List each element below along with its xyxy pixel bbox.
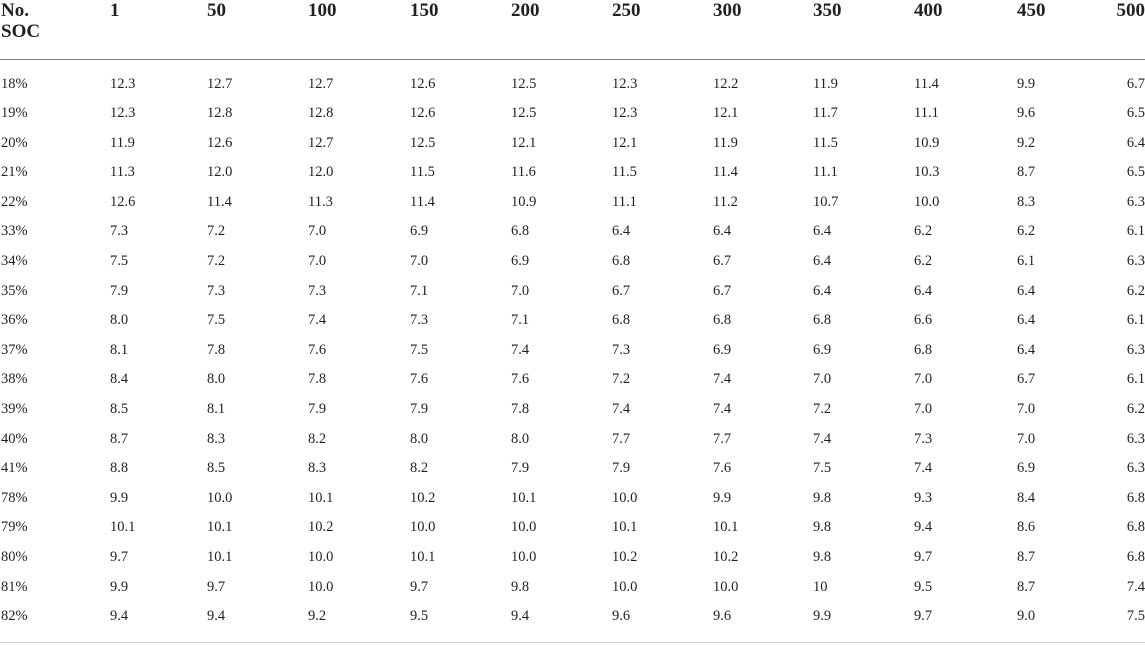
value-cell: 6.1 xyxy=(1126,312,1145,329)
table-row xyxy=(0,425,1145,455)
value-cell: 6.4 xyxy=(813,253,832,270)
value-cell: 8.3 xyxy=(207,430,226,447)
soc-cell: 34% xyxy=(1,253,28,270)
column-header-cycle: 100 xyxy=(308,0,410,59)
value-cell: 11.4 xyxy=(914,75,939,92)
value-cell: 12.3 xyxy=(612,105,638,122)
value-cell: 9.3 xyxy=(914,489,933,506)
soc-cell: 40% xyxy=(1,430,28,447)
value-cell: 12.8 xyxy=(207,105,233,122)
value-cell: 6.7 xyxy=(713,253,732,270)
table-row xyxy=(0,217,1145,247)
value-cell: 6.7 xyxy=(1017,371,1036,388)
table-row xyxy=(0,365,1145,395)
value-cell: 7.4 xyxy=(713,401,732,418)
soc-cell: 37% xyxy=(1,341,28,358)
value-cell: 9.4 xyxy=(110,608,129,625)
value-cell: 7.0 xyxy=(1017,430,1036,447)
value-cell: 7.5 xyxy=(813,460,832,477)
value-cell: 12.8 xyxy=(308,105,334,122)
value-cell: 12.6 xyxy=(410,105,436,122)
value-cell: 7.4 xyxy=(813,430,832,447)
soc-cell: 36% xyxy=(1,312,28,329)
table-row xyxy=(0,59,1145,99)
value-cell: 8.7 xyxy=(1017,578,1036,595)
value-cell: 6.8 xyxy=(713,312,732,329)
value-cell: 12.6 xyxy=(410,75,436,92)
value-cell: 7.2 xyxy=(813,401,832,418)
table-body xyxy=(0,59,1145,632)
value-cell: 9.4 xyxy=(207,608,226,625)
table-row xyxy=(0,247,1145,277)
table-header xyxy=(0,0,1145,59)
value-cell: 7.1 xyxy=(511,312,530,329)
value-cell: 6.8 xyxy=(813,312,832,329)
value-cell: 7.0 xyxy=(914,401,933,418)
column-header-cycle: 150 xyxy=(410,0,511,59)
column-header-cycle: 350 xyxy=(813,0,914,59)
soc-cell: 80% xyxy=(1,549,28,565)
value-cell: 7.0 xyxy=(410,253,429,270)
soc-cell: 79% xyxy=(1,519,28,536)
value-cell: 6.2 xyxy=(1126,282,1145,299)
value-cell: 7.3 xyxy=(410,312,429,329)
value-cell: 6.6 xyxy=(914,312,933,329)
value-cell: 7.9 xyxy=(612,460,631,477)
soc-cell: 20% xyxy=(1,134,28,151)
value-cell: 11.4 xyxy=(713,164,738,181)
value-cell: 12.5 xyxy=(511,75,537,92)
value-cell: 6.2 xyxy=(914,253,933,270)
column-header-cycle: 500 xyxy=(1114,0,1145,59)
table-row xyxy=(0,158,1145,188)
soc-cell: 22% xyxy=(1,193,28,210)
table-bottom-rule xyxy=(0,642,1145,643)
value-cell: 9.6 xyxy=(713,608,732,625)
value-cell: 7.9 xyxy=(308,401,327,418)
table-row xyxy=(0,513,1145,543)
value-cell: 11.6 xyxy=(511,164,536,181)
value-cell: 8.3 xyxy=(1017,193,1036,210)
value-cell: 7.8 xyxy=(308,371,327,388)
soc-cell: 39% xyxy=(1,401,28,418)
corner-header xyxy=(0,0,110,59)
value-cell: 10.0 xyxy=(308,549,334,565)
value-cell: 9.4 xyxy=(914,519,933,536)
value-cell: 12.5 xyxy=(511,105,537,122)
value-cell: 8.7 xyxy=(1017,164,1036,181)
value-cell: 11.4 xyxy=(207,193,232,210)
value-cell: 9.5 xyxy=(410,608,429,625)
value-cell: 10.0 xyxy=(511,519,537,536)
value-cell: 9.7 xyxy=(207,578,226,595)
value-cell: 6.7 xyxy=(713,282,732,299)
value-cell: 6.4 xyxy=(1017,312,1036,329)
value-cell: 8.0 xyxy=(110,312,129,329)
value-cell: 7.5 xyxy=(410,341,429,358)
value-cell: 10.0 xyxy=(914,193,940,210)
soc-cell: 19% xyxy=(1,105,28,122)
value-cell: 6.8 xyxy=(612,312,631,329)
value-cell: 6.4 xyxy=(914,282,933,299)
value-cell: 7.4 xyxy=(713,371,732,388)
value-cell: 6.9 xyxy=(1017,460,1036,477)
value-cell: 8.0 xyxy=(207,371,226,388)
table-row xyxy=(0,336,1145,366)
table-row xyxy=(0,573,1145,603)
soc-cell: 38% xyxy=(1,371,28,388)
value-cell: 9.8 xyxy=(511,578,530,595)
value-cell: 10.1 xyxy=(207,549,233,565)
value-cell: 6.3 xyxy=(1126,341,1145,358)
value-cell: 9.4 xyxy=(511,608,530,625)
value-cell: 7.3 xyxy=(308,282,327,299)
value-cell: 6.1 xyxy=(1126,371,1145,388)
value-cell: 9.7 xyxy=(110,549,129,565)
value-cell: 6.4 xyxy=(1017,282,1036,299)
value-cell: 9.7 xyxy=(410,578,429,595)
corner-header-no: No. xyxy=(1,0,29,21)
value-cell: 10.0 xyxy=(612,578,638,595)
value-cell: 9.7 xyxy=(914,608,933,625)
value-cell: 7.9 xyxy=(410,401,429,418)
value-cell: 6.2 xyxy=(1017,223,1036,240)
value-cell: 11.7 xyxy=(813,105,838,122)
soc-cell: 35% xyxy=(1,282,28,299)
value-cell: 8.1 xyxy=(207,401,226,418)
value-cell: 9.8 xyxy=(813,519,832,536)
corner-header-soc: SOC xyxy=(1,21,41,42)
value-cell: 8.0 xyxy=(511,430,530,447)
value-cell: 6.8 xyxy=(612,253,631,270)
value-cell: 6.7 xyxy=(612,282,631,299)
value-cell: 12.0 xyxy=(207,164,233,181)
value-cell: 6.9 xyxy=(410,223,429,240)
value-cell: 6.9 xyxy=(511,253,530,270)
value-cell: 12.6 xyxy=(110,193,136,210)
value-cell: 7.5 xyxy=(207,312,226,329)
value-cell: 7.7 xyxy=(713,430,732,447)
value-cell: 7.0 xyxy=(511,282,530,299)
column-header-cycle: 300 xyxy=(713,0,813,59)
value-cell: 7.3 xyxy=(612,341,631,358)
value-cell: 7.4 xyxy=(1126,578,1145,595)
value-cell: 8.8 xyxy=(110,460,129,477)
value-cell: 7.4 xyxy=(612,401,631,418)
value-cell: 7.4 xyxy=(914,460,933,477)
value-cell: 9.6 xyxy=(1017,105,1036,122)
soc-cell: 21% xyxy=(1,164,28,181)
value-cell: 12.1 xyxy=(713,105,739,122)
soc-cell: 81% xyxy=(1,578,28,595)
value-cell: 10.1 xyxy=(110,519,136,536)
value-cell: 6.5 xyxy=(1126,164,1145,181)
value-cell: 7.4 xyxy=(511,341,530,358)
value-cell: 12.6 xyxy=(207,134,233,151)
value-cell: 9.9 xyxy=(110,578,129,595)
value-cell: 7.5 xyxy=(110,253,129,270)
value-cell: 7.7 xyxy=(612,430,631,447)
value-cell: 7.0 xyxy=(308,223,327,240)
value-cell: 11.2 xyxy=(713,193,738,210)
value-cell: 7.6 xyxy=(410,371,429,388)
column-header-cycle: 50 xyxy=(207,0,308,59)
value-cell: 12.7 xyxy=(207,75,233,92)
value-cell: 6.8 xyxy=(1126,489,1145,506)
column-header-cycle: 450 xyxy=(1017,0,1114,59)
value-cell: 9.5 xyxy=(914,578,933,595)
value-cell: 12.7 xyxy=(308,75,334,92)
value-cell: 7.6 xyxy=(308,341,327,358)
value-cell: 10.0 xyxy=(713,578,739,595)
value-cell: 6.2 xyxy=(1126,401,1145,418)
value-cell: 6.8 xyxy=(914,341,933,358)
value-cell: 8.5 xyxy=(110,401,129,418)
column-header-cycle: 400 xyxy=(914,0,1017,59)
value-cell: 11.4 xyxy=(410,193,435,210)
column-header-cycle: 250 xyxy=(612,0,713,59)
value-cell: 6.5 xyxy=(1126,105,1145,122)
soc-cell: 18% xyxy=(1,75,28,92)
table-row xyxy=(0,484,1145,514)
value-cell: 10.1 xyxy=(713,519,739,536)
value-cell: 9.2 xyxy=(308,608,327,625)
value-cell: 9.9 xyxy=(813,608,832,625)
table-row xyxy=(0,454,1145,484)
value-cell: 10.2 xyxy=(713,549,739,565)
value-cell: 10.0 xyxy=(308,578,334,595)
table-row xyxy=(0,306,1145,336)
value-cell: 6.4 xyxy=(1017,341,1036,358)
value-cell: 6.9 xyxy=(813,341,832,358)
header-row xyxy=(0,0,1145,59)
value-cell: 11.5 xyxy=(612,164,637,181)
value-cell: 6.3 xyxy=(1126,460,1145,477)
value-cell: 7.6 xyxy=(511,371,530,388)
value-cell: 9.0 xyxy=(1017,608,1036,625)
value-cell: 12.1 xyxy=(612,134,638,151)
value-cell: 7.2 xyxy=(207,253,226,270)
value-cell: 10.1 xyxy=(207,519,233,536)
value-cell: 8.3 xyxy=(308,460,327,477)
value-cell: 11.1 xyxy=(612,193,637,210)
value-cell: 7.9 xyxy=(511,460,530,477)
value-cell: 11.5 xyxy=(410,164,435,181)
value-cell: 6.1 xyxy=(1017,253,1036,270)
value-cell: 10.1 xyxy=(410,549,436,565)
value-cell: 10.7 xyxy=(813,193,839,210)
value-cell: 12.3 xyxy=(110,105,136,122)
soc-cell: 41% xyxy=(1,460,28,477)
soc-cell: 82% xyxy=(1,608,28,625)
value-cell: 7.8 xyxy=(207,341,226,358)
value-cell: 12.7 xyxy=(308,134,334,151)
value-cell: 6.3 xyxy=(1126,193,1145,210)
value-cell: 10.9 xyxy=(511,193,537,210)
value-cell: 10.0 xyxy=(511,549,537,565)
value-cell: 10.0 xyxy=(612,489,638,506)
value-cell: 7.6 xyxy=(713,460,732,477)
value-cell: 9.9 xyxy=(1017,75,1036,92)
value-cell: 7.8 xyxy=(511,401,530,418)
value-cell: 12.5 xyxy=(410,134,436,151)
value-cell: 12.3 xyxy=(612,75,638,92)
value-cell: 11.9 xyxy=(813,75,838,92)
value-cell: 10.2 xyxy=(308,519,334,536)
value-cell: 7.0 xyxy=(1017,401,1036,418)
value-cell: 10.1 xyxy=(308,489,334,506)
table-row xyxy=(0,99,1145,129)
value-cell: 11.5 xyxy=(813,134,838,151)
value-cell: 8.6 xyxy=(1017,519,1036,536)
value-cell: 12.2 xyxy=(713,75,739,92)
value-cell: 12.0 xyxy=(308,164,334,181)
value-cell: 7.3 xyxy=(110,223,129,240)
value-cell: 6.8 xyxy=(1126,549,1145,565)
value-cell: 11.9 xyxy=(110,134,135,151)
value-cell: 10.9 xyxy=(914,134,940,151)
value-cell: 9.6 xyxy=(612,608,631,625)
value-cell: 10.0 xyxy=(207,489,233,506)
value-cell: 6.7 xyxy=(1126,75,1145,92)
value-cell: 6.3 xyxy=(1126,430,1145,447)
value-cell: 7.0 xyxy=(308,253,327,270)
value-cell: 8.2 xyxy=(410,460,429,477)
value-cell: 6.4 xyxy=(813,282,832,299)
value-cell: 6.8 xyxy=(511,223,530,240)
value-cell: 8.4 xyxy=(110,371,129,388)
value-cell: 6.4 xyxy=(813,223,832,240)
value-cell: 9.2 xyxy=(1017,134,1036,151)
value-cell: 8.7 xyxy=(110,430,129,447)
soc-cell: 33% xyxy=(1,223,28,240)
value-cell: 7.2 xyxy=(612,371,631,388)
value-cell: 6.9 xyxy=(713,341,732,358)
value-cell: 10.1 xyxy=(511,489,537,506)
value-cell: 6.3 xyxy=(1126,253,1145,270)
value-cell: 9.9 xyxy=(713,489,732,506)
value-cell: 6.4 xyxy=(612,223,631,240)
soc-cell: 78% xyxy=(1,489,28,506)
value-cell: 7.3 xyxy=(914,430,933,447)
value-cell: 7.0 xyxy=(914,371,933,388)
value-cell: 8.4 xyxy=(1017,489,1036,506)
value-cell: 11.3 xyxy=(308,193,333,210)
value-cell: 9.8 xyxy=(813,549,832,565)
value-cell: 7.1 xyxy=(410,282,429,299)
table-row xyxy=(0,395,1145,425)
value-cell: 6.2 xyxy=(914,223,933,240)
value-cell: 6.1 xyxy=(1126,223,1145,240)
table-row xyxy=(0,188,1145,218)
value-cell: 10 xyxy=(813,578,828,595)
value-cell: 8.7 xyxy=(1017,549,1036,565)
value-cell: 10.1 xyxy=(612,519,638,536)
value-cell: 11.1 xyxy=(813,164,838,181)
value-cell: 8.0 xyxy=(410,430,429,447)
value-cell: 9.8 xyxy=(813,489,832,506)
value-cell: 11.1 xyxy=(914,105,939,122)
value-cell: 11.9 xyxy=(713,134,738,151)
value-cell: 8.5 xyxy=(207,460,226,477)
value-cell: 6.8 xyxy=(1126,519,1145,536)
value-cell: 6.4 xyxy=(1126,134,1145,151)
value-cell: 10.0 xyxy=(410,519,436,536)
value-cell: 8.1 xyxy=(110,341,129,358)
table-row xyxy=(0,543,1145,573)
value-cell: 7.9 xyxy=(110,282,129,299)
value-cell: 10.2 xyxy=(410,489,436,506)
value-cell: 10.3 xyxy=(914,164,940,181)
value-cell: 6.4 xyxy=(713,223,732,240)
value-cell: 9.9 xyxy=(110,489,129,506)
column-header-cycle: 200 xyxy=(511,0,612,59)
value-cell: 11.3 xyxy=(110,164,135,181)
value-cell: 8.2 xyxy=(308,430,327,447)
value-cell: 7.3 xyxy=(207,282,226,299)
value-cell: 7.5 xyxy=(1126,608,1145,625)
value-cell: 7.4 xyxy=(308,312,327,329)
value-cell: 7.2 xyxy=(207,223,226,240)
column-header-cycle: 1 xyxy=(110,0,207,59)
table-row xyxy=(0,277,1145,307)
value-cell: 12.3 xyxy=(110,75,136,92)
value-cell: 7.0 xyxy=(813,371,832,388)
value-cell: 12.1 xyxy=(511,134,537,151)
value-cell: 9.7 xyxy=(914,549,933,565)
table-row xyxy=(0,602,1145,632)
table-row xyxy=(0,129,1145,159)
value-cell: 10.2 xyxy=(612,549,638,565)
